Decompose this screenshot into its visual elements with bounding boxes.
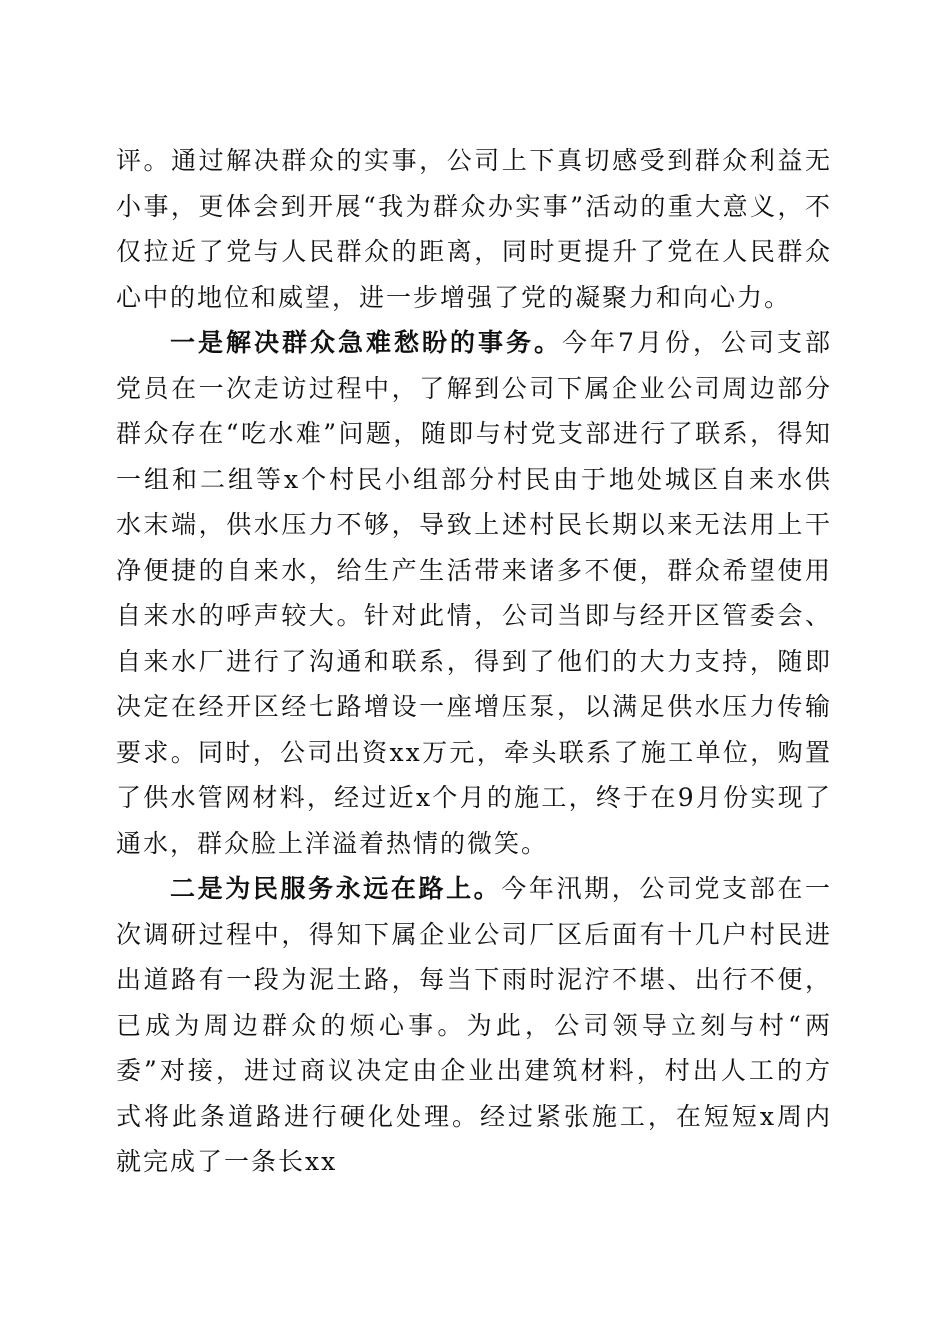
paragraph-lead-heading: 一是解决群众急难愁盼的事务。 [170, 328, 563, 357]
paragraph-continuation [116, 138, 832, 320]
paragraph-body: 今年汛期，公司党支部在一次调研过程中，得知下属企业公司厂区后面有十几户村民进出道路有一段为泥土路，每当下雨时泥泞不堪、出行不便，已成为周边群众的烦心事。为此，公司领导立刻与村“两委”对接，进过商议决定由企业出建筑材料，村出人工的方式将此条道路进行硬化处理。经过紧张施工，在短短x周内就完成了一条长xx [116, 874, 832, 1176]
paragraph-lead-heading: 二是为民服务永远在路上。 [170, 874, 502, 903]
paragraph-item-two [116, 866, 832, 1185]
document-body [116, 138, 832, 1185]
paragraph-item-one [116, 320, 832, 866]
paragraph-body: 评。通过解决群众的实事，公司上下真切感受到群众利益无小事，更体会到开展“我为群众办实事”活动的重大意义，不仅拉近了党与人民群众的距离，同时更提升了党在人民群众心中的地位和威望，进一步增强了党的凝聚力和向心力。 [116, 146, 832, 312]
paragraph-body: 今年7月份，公司支部党员在一次走访过程中，了解到公司下属企业公司周边部分群众存在“吃水难”问题，随即与村党支部进行了联系，得知一组和二组等x个村民小组部分村民由于地处城区自来水供水末端，供水压力不够，导致上述村民长期以来无法用上干净便捷的自来水，给生产生活带来诸多不便，群众希望使用自来水的呼声较大。针对此情，公司当即与经开区管委会、自来水厂进行了沟通和联系，得到了他们的大力支持，随即决定在经开区经七路增设一座增压泵，以满足供水压力传输要求。同时，公司出资xx万元，牵头联系了施工单位，购置了供水管网材料，经过近x个月的施工，终于在9月份实现了通水，群众脸上洋溢着热情的微笑。 [116, 328, 832, 858]
